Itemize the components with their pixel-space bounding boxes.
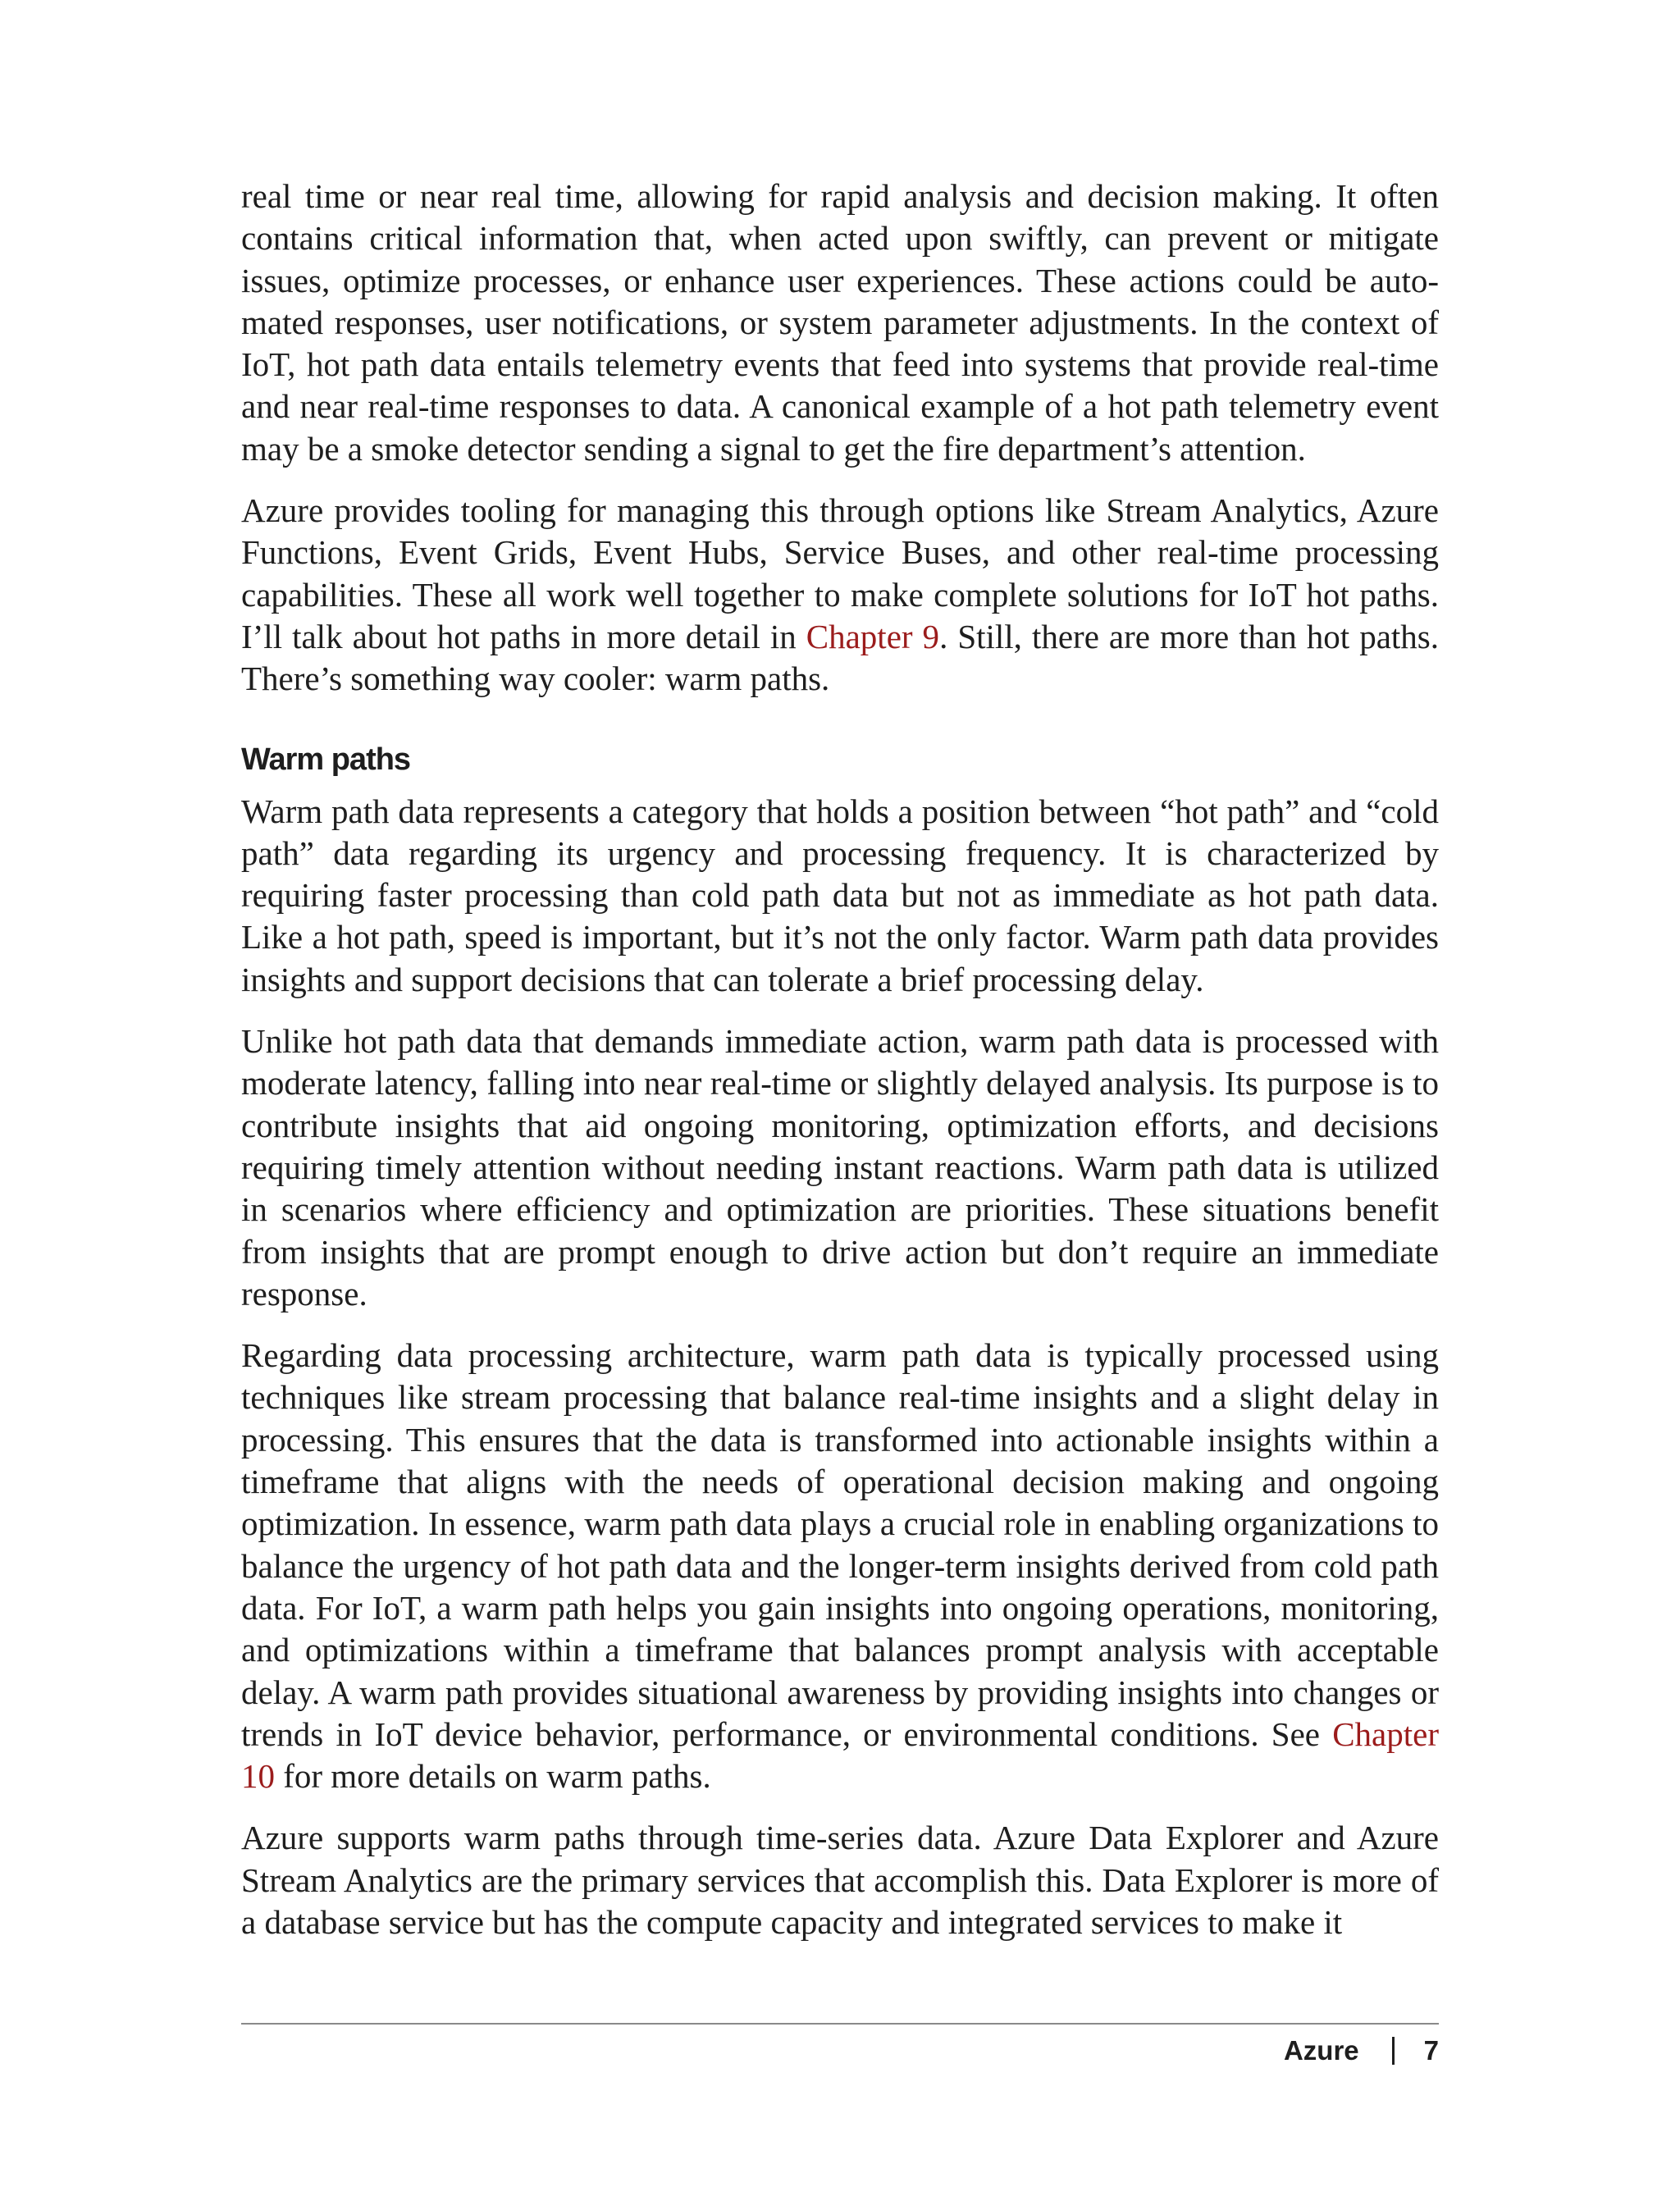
page-number: 7 (1423, 2035, 1439, 2066)
footer-divider (241, 2023, 1439, 2025)
page-footer (1284, 2033, 1439, 2069)
paragraph-warm-path-latency: Unlike hot path data that demands immediate action, warm path data is processed with moderate latency, falling into near real-time or slightly delayed analysis. Its purpose is to contribute insights that aid ongoing monitoring, optimization efforts, and decisions requiring timely attention without needing instant reactions. Warm path data is utilized in scenarios where efficiency and optimization are priorities. These situations benefit from insights that are prompt enough to drive action but don’t require an immediate response. (241, 1022, 1439, 1312)
paragraph-text: . Still, there are more than hot paths. There’s something way cooler: warm paths. (241, 617, 1439, 698)
section-heading-warm-paths: Warm paths (241, 742, 411, 777)
paragraph-warm-path-architecture (241, 1335, 1439, 1797)
chapter-10-link[interactable]: Chapter 10 (241, 1714, 1439, 1796)
footer-chapter-title: Azure (1283, 2035, 1359, 2066)
paragraph-text: Azure provides tooling for managing this through options like Stream Analytics, Azure Functions, Event Grids, Event Hubs, Service Buses, and other real-time processing capabilities. These all work well together to make complete solutions for IoT hot paths. I’ll talk about hot paths in more detail in (241, 491, 1439, 655)
paragraph-hot-path-intro: real time or near real time, allowing for rapid analysis and decision making. It often contains critical information that, when acted upon swiftly, can prevent or mitigate issues, optimize processes, or enhance user experiences. These actions could be automated responses, user notifications, or system parameter adjustments. In the context of IoT, hot path data entails telemetry events that feed into systems that provide real-time and near real-time responses to data. A canonical example of a hot path telemetry event may be a smoke detector sending a signal to get the fire department’s attention. (241, 177, 1439, 468)
footer-separator (1392, 2037, 1395, 2065)
paragraph-azure-warm-path-support: Azure supports warm paths through time-series data. Azure Data Explorer and Azure Stream Analytics are the primary services that accomplish this. Data Explorer is more of a database service but has the compute capacity and integrated services to make it (241, 1819, 1439, 1941)
chapter-9-link[interactable]: Chapter 9 (806, 617, 940, 655)
paragraph-warm-path-definition: Warm path data represents a category that holds a position between “hot path” and “cold path” data regarding its urgency and processing frequency. It is characterized by requiring faster processing than cold path data but not as immediate as hot path data. Like a hot path, speed is important, but it’s not the only factor. Warm path data provides insights and support decisions that can tolerate a brief processing delay. (241, 792, 1439, 998)
page-body (241, 176, 1439, 1963)
paragraph-text: Regarding data processing architecture, warm path data is typically processed using techniques like stream processing that balance real-time insights and a slight delay in processing. This ensures that the data is transformed into actionable insights within a timeframe that aligns with the needs of operational decision making and ongoing optimization. In essence, warm path data plays a crucial role in enabling organizations to balance the urgency of hot path data and the longer-term insights derived from cold path data. For IoT, a warm path helps you gain insights into ongoing operations, monitoring, and optimizations within a timeframe that balances prompt analysis with acceptable delay. A warm path provides situational awareness by providing insights into changes or trends in IoT device behavior, performance, or environmental conditions. See (241, 1336, 1439, 1753)
paragraph-text: for more details on warm paths. (275, 1757, 711, 1796)
paragraph-azure-hot-path-tooling (241, 490, 1439, 700)
